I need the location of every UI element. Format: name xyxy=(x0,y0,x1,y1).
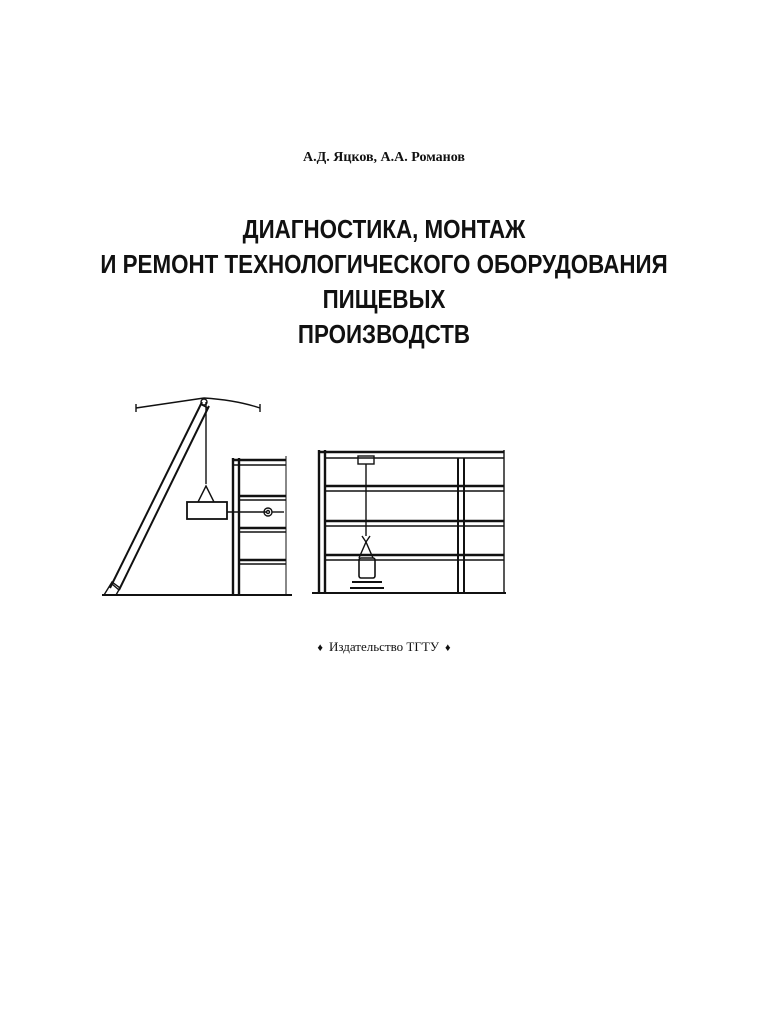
right-building-frame xyxy=(312,450,506,593)
title-line-3: ПИЩЕВЫХ xyxy=(322,284,446,314)
left-building-frame xyxy=(233,456,286,595)
cover-illustration xyxy=(96,388,516,609)
title-line-4: ПРОИЗВОДСТВ xyxy=(297,319,471,349)
diamond-icon: ♦ xyxy=(445,642,451,654)
publisher-line xyxy=(0,639,768,655)
title-line-2: И РЕМОНТ ТЕХНОЛОГИЧЕСКОГО ОБОРУДОВАНИЯ xyxy=(100,249,668,279)
authors: А.Д. Яцков, А.А. Романов xyxy=(303,150,465,165)
title-line-1: ДИАГНОСТИКА, МОНТАЖ xyxy=(242,214,526,244)
crane-building-drawing xyxy=(96,388,516,604)
diamond-icon: ♦ xyxy=(317,642,323,654)
publisher-name: Издательство ТГТУ xyxy=(328,639,440,654)
book-title xyxy=(54,212,714,352)
